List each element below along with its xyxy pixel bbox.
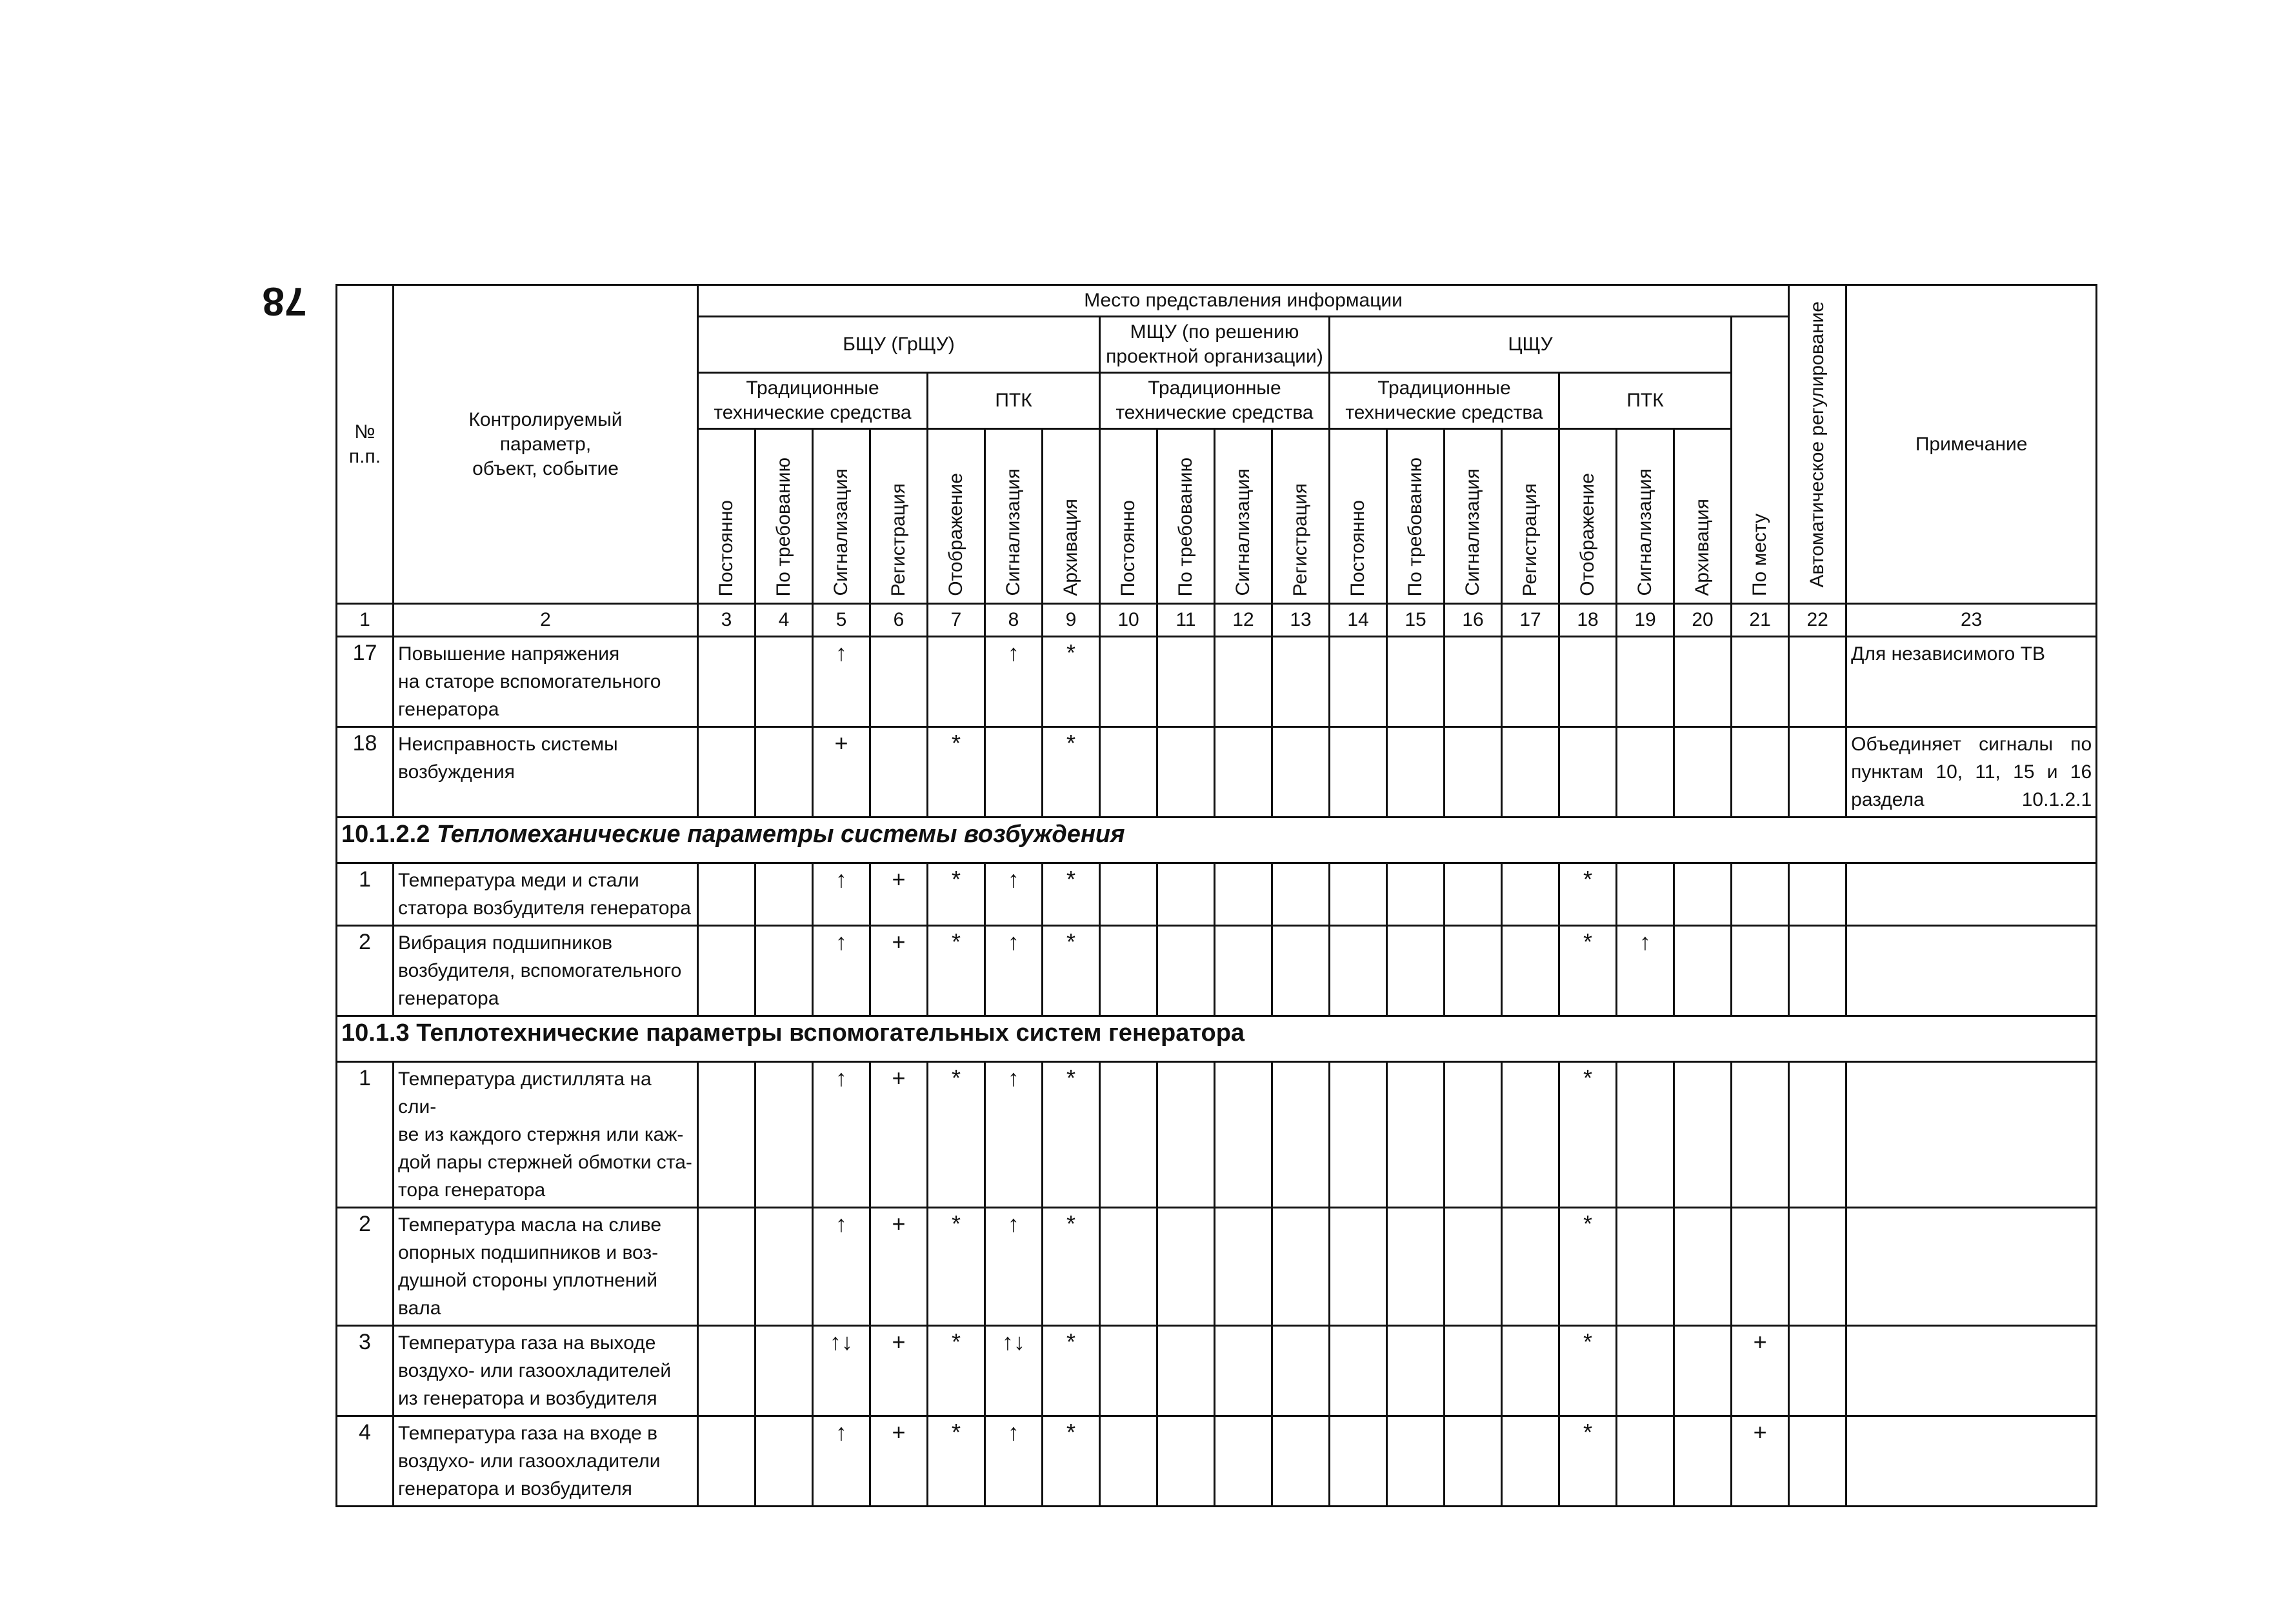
subheader-label: Регистрация: [1519, 483, 1541, 596]
row-mark: [1502, 1326, 1559, 1416]
row-mark: [1100, 1062, 1157, 1208]
row-mark: [698, 1208, 755, 1326]
row-mark: [698, 1416, 755, 1507]
row-mark: [1387, 863, 1445, 926]
column-number: 3: [698, 604, 755, 637]
row-mark: *: [928, 727, 985, 817]
column-number: 7: [928, 604, 985, 637]
row-mark: [1789, 926, 1846, 1016]
row-mark: [1789, 1062, 1846, 1208]
row-mark: [1617, 1326, 1674, 1416]
column-number: 6: [870, 604, 928, 637]
header-auto: [1789, 285, 1846, 604]
row-mark: *: [928, 1062, 985, 1208]
section-row: [337, 817, 2097, 863]
subheader-label: По требованию: [1405, 457, 1426, 596]
row-mark: [1215, 926, 1272, 1016]
section-number: 10.1.2.2: [341, 821, 430, 848]
header-mshu-trad: Традиционные технические средства: [1100, 373, 1330, 429]
row-mark: [1789, 637, 1846, 727]
subheader-mshu-trad-1: [1100, 429, 1157, 604]
row-mark: *: [1559, 1208, 1617, 1326]
row-mark: [1100, 863, 1157, 926]
subheader-label: Архивация: [1060, 499, 1081, 596]
row-mark: *: [1043, 1062, 1100, 1208]
column-number: 23: [1846, 604, 2097, 637]
subheader-cshu-ptk-1: [1559, 429, 1617, 604]
subheader-mshu-trad-3: [1215, 429, 1272, 604]
row-mark: *: [1043, 863, 1100, 926]
row-mark: [1215, 1062, 1272, 1208]
header-cshu-trad: Традиционные технические средства: [1330, 373, 1559, 429]
subheader-label: Постоянно: [715, 499, 737, 596]
column-number: 13: [1272, 604, 1330, 637]
row-mark: [1157, 1416, 1215, 1507]
subheader-mshu-trad-2: [1157, 429, 1215, 604]
subheader-label: Постоянно: [1117, 499, 1139, 596]
row-mark: [870, 637, 928, 727]
row-parameter: Температура газа на входе в воздухо- или газоохладители генератора и возбудителя: [394, 1416, 698, 1507]
row-mark: [1502, 1416, 1559, 1507]
row-mark: [1674, 926, 1732, 1016]
row-number: 18: [337, 727, 394, 817]
row-note: [1846, 863, 2097, 926]
column-number: 15: [1387, 604, 1445, 637]
row-mark: [1272, 1062, 1330, 1208]
row-mark: [1789, 1208, 1846, 1326]
subheader-bshu-ptk-3: [1043, 429, 1100, 604]
row-mark: [1100, 1326, 1157, 1416]
subheader-label: Сигнализация: [1003, 468, 1024, 596]
subheader-label: Регистрация: [1290, 483, 1311, 596]
row-mark: [1215, 1326, 1272, 1416]
column-number: 12: [1215, 604, 1272, 637]
row-mark: ↑: [1617, 926, 1674, 1016]
row-mark: [1157, 1326, 1215, 1416]
row-mark: [1387, 1326, 1445, 1416]
row-mark: [698, 863, 755, 926]
row-mark: ↑↓: [813, 1326, 870, 1416]
row-mark: ↑: [985, 1062, 1043, 1208]
subheader-label: Сигнализация: [830, 468, 852, 596]
row-mark: [870, 727, 928, 817]
row-mark: +: [1732, 1416, 1789, 1507]
row-mark: [1387, 727, 1445, 817]
subheader-label: Сигнализация: [1462, 468, 1483, 596]
row-mark: [1732, 926, 1789, 1016]
row-mark: [1445, 1416, 1502, 1507]
header-note: Примечание: [1846, 285, 2097, 604]
subheader-label: По требованию: [1175, 457, 1196, 596]
row-note: [1846, 926, 2097, 1016]
row-mark: [1330, 1208, 1387, 1326]
row-mark: [1157, 863, 1215, 926]
row-mark: *: [928, 926, 985, 1016]
row-mark: [1502, 727, 1559, 817]
header-bshu: БЩУ (ГрЩУ): [698, 317, 1100, 373]
row-mark: [1502, 926, 1559, 1016]
row-mark: [1272, 863, 1330, 926]
row-note: [1846, 1062, 2097, 1208]
row-mark: +: [1732, 1326, 1789, 1416]
row-note: [1846, 1326, 2097, 1416]
row-mark: [1387, 1416, 1445, 1507]
row-mark: ↑: [813, 926, 870, 1016]
subheader-cshu-trad-2: [1387, 429, 1445, 604]
row-mark: [1445, 637, 1502, 727]
row-mark: [1789, 1416, 1846, 1507]
row-mark: [1674, 727, 1732, 817]
column-number: 21: [1732, 604, 1789, 637]
subheader-cshu-ptk-3: [1674, 429, 1732, 604]
row-mark: [1732, 727, 1789, 817]
row-number: 1: [337, 863, 394, 926]
subheader-label: Постоянно: [1347, 499, 1368, 596]
row-mark: ↑: [985, 637, 1043, 727]
row-mark: ↑↓: [985, 1326, 1043, 1416]
row-mark: [755, 1062, 813, 1208]
table-row: [337, 863, 2097, 926]
column-number: 19: [1617, 604, 1674, 637]
row-mark: [1100, 637, 1157, 727]
subheader-cshu-trad-4: [1502, 429, 1559, 604]
row-mark: [1445, 1062, 1502, 1208]
row-mark: *: [1043, 1326, 1100, 1416]
row-mark: [1732, 637, 1789, 727]
row-number: 3: [337, 1326, 394, 1416]
row-mark: [985, 727, 1043, 817]
row-mark: [1272, 1416, 1330, 1507]
row-mark: [1157, 727, 1215, 817]
row-mark: [755, 727, 813, 817]
row-note: [1846, 1208, 2097, 1326]
subheader-label: Архивация: [1692, 499, 1713, 596]
row-mark: ↑: [813, 863, 870, 926]
section-heading: [337, 1016, 2097, 1062]
subheader-bshu-trad-4: [870, 429, 928, 604]
subheader-bshu-trad-2: [755, 429, 813, 604]
header-auto-label: Автоматическое регулирование: [1806, 301, 1828, 588]
row-mark: [1157, 1062, 1215, 1208]
row-mark: [1502, 637, 1559, 727]
section-heading: [337, 817, 2097, 863]
row-mark: [1732, 1062, 1789, 1208]
row-number: 2: [337, 926, 394, 1016]
row-note: [1846, 1416, 2097, 1507]
header-place: Место представления информации: [698, 285, 1789, 317]
row-mark: [698, 926, 755, 1016]
row-mark: [1789, 727, 1846, 817]
row-mark: [755, 1326, 813, 1416]
row-mark: [1674, 1326, 1732, 1416]
row-number: 2: [337, 1208, 394, 1326]
row-mark: *: [1043, 727, 1100, 817]
row-mark: [1330, 926, 1387, 1016]
row-mark: ↑: [813, 1416, 870, 1507]
row-mark: *: [1559, 863, 1617, 926]
row-mark: [1272, 727, 1330, 817]
subheader-cshu-trad-1: [1330, 429, 1387, 604]
row-mark: *: [928, 863, 985, 926]
header-mshu: МЩУ (по решению проектной организации): [1100, 317, 1330, 373]
column-number: 9: [1043, 604, 1100, 637]
row-mark: [755, 637, 813, 727]
row-mark: [1559, 727, 1617, 817]
subheader-cshu-ptk-2: [1617, 429, 1674, 604]
row-mark: [1445, 1326, 1502, 1416]
row-mark: [1100, 1208, 1157, 1326]
column-number: 22: [1789, 604, 1846, 637]
row-mark: [1502, 863, 1559, 926]
header-bshu-trad: Традиционные технические средства: [698, 373, 928, 429]
row-mark: [1215, 637, 1272, 727]
row-mark: +: [870, 1208, 928, 1326]
row-mark: *: [1043, 1416, 1100, 1507]
header-cshu: ЦЩУ: [1330, 317, 1732, 373]
row-mark: [1502, 1062, 1559, 1208]
row-parameter: Температура газа на выходе воздухо- или газоохладителей из генератора и возбудителя: [394, 1326, 698, 1416]
row-mark: [1674, 863, 1732, 926]
subheader-bshu-ptk-1: [928, 429, 985, 604]
row-mark: [1330, 1416, 1387, 1507]
row-mark: [1617, 1062, 1674, 1208]
row-mark: [1272, 1208, 1330, 1326]
row-mark: [1732, 863, 1789, 926]
row-mark: +: [870, 926, 928, 1016]
subheader-label: Отображение: [945, 473, 966, 596]
row-mark: [1789, 863, 1846, 926]
row-mark: [1272, 637, 1330, 727]
table-row: [337, 1416, 2097, 1507]
row-mark: [1272, 1326, 1330, 1416]
row-mark: [1445, 727, 1502, 817]
subheader-label: Сигнализация: [1232, 468, 1254, 596]
row-mark: ↑: [985, 1416, 1043, 1507]
row-mark: [1100, 926, 1157, 1016]
column-number: 5: [813, 604, 870, 637]
row-mark: [1674, 637, 1732, 727]
row-number: 17: [337, 637, 394, 727]
row-mark: *: [1043, 1208, 1100, 1326]
row-mark: [1100, 1416, 1157, 1507]
row-mark: [1215, 1208, 1272, 1326]
row-mark: [1330, 1326, 1387, 1416]
row-mark: [1617, 1416, 1674, 1507]
column-number: 20: [1674, 604, 1732, 637]
row-mark: [1674, 1062, 1732, 1208]
row-mark: [1387, 1062, 1445, 1208]
column-number: 11: [1157, 604, 1215, 637]
column-number: 16: [1445, 604, 1502, 637]
row-mark: [1617, 637, 1674, 727]
header-cshu-ptk: ПТК: [1559, 373, 1732, 429]
row-mark: ↑: [985, 1208, 1043, 1326]
row-parameter: Повышение напряжения на статоре вспомогательного генератора: [394, 637, 698, 727]
row-mark: [1215, 1416, 1272, 1507]
row-mark: [1502, 1208, 1559, 1326]
column-number: 17: [1502, 604, 1559, 637]
subheader-label: Регистрация: [888, 483, 909, 596]
table-row: [337, 926, 2097, 1016]
row-mark: [1272, 926, 1330, 1016]
row-mark: [1157, 1208, 1215, 1326]
row-parameter: Температура меди и стали статора возбудителя генератора: [394, 863, 698, 926]
row-mark: ↑: [813, 637, 870, 727]
row-mark: [1330, 727, 1387, 817]
row-mark: ↑: [985, 863, 1043, 926]
row-mark: [1330, 637, 1387, 727]
row-mark: *: [1559, 1062, 1617, 1208]
row-mark: [928, 637, 985, 727]
header-local: [1732, 317, 1789, 604]
row-mark: *: [1043, 637, 1100, 727]
column-number: 10: [1100, 604, 1157, 637]
row-mark: *: [1559, 1416, 1617, 1507]
subheader-bshu-ptk-2: [985, 429, 1043, 604]
row-mark: [698, 1326, 755, 1416]
row-mark: [1330, 863, 1387, 926]
row-mark: [1732, 1208, 1789, 1326]
row-mark: [1674, 1416, 1732, 1507]
table-row: [337, 1062, 2097, 1208]
row-note: Объединяет сигналы по пунктам 10, 11, 15 и 16 раздела 10.1.2.1: [1846, 727, 2097, 817]
row-mark: [1617, 727, 1674, 817]
column-number: 1: [337, 604, 394, 637]
column-number: 8: [985, 604, 1043, 637]
row-mark: +: [870, 1062, 928, 1208]
row-mark: [755, 926, 813, 1016]
subheader-bshu-trad-1: [698, 429, 755, 604]
column-number: 2: [394, 604, 698, 637]
section-title: Тепломеханические параметры системы возбуждения: [436, 821, 1125, 848]
row-mark: [1330, 1062, 1387, 1208]
row-mark: [1387, 1208, 1445, 1326]
row-number: 1: [337, 1062, 394, 1208]
row-mark: +: [870, 1416, 928, 1507]
row-note: Для независимого ТВ: [1846, 637, 2097, 727]
row-mark: [1387, 926, 1445, 1016]
row-mark: [1617, 1208, 1674, 1326]
row-mark: [1789, 1326, 1846, 1416]
row-parameter: Температура дистиллята на сли- ве из каждого стержня или каж- дой пары стержней обмотки ста- тора генератора: [394, 1062, 698, 1208]
row-mark: +: [870, 1326, 928, 1416]
header-bshu-ptk: ПТК: [928, 373, 1100, 429]
row-mark: +: [813, 727, 870, 817]
row-mark: ↑: [813, 1208, 870, 1326]
section-title: 10.1.3 Теплотехнические параметры вспомогательных систем генератора: [341, 1019, 1245, 1047]
row-mark: *: [928, 1326, 985, 1416]
row-mark: *: [928, 1416, 985, 1507]
row-mark: [1100, 727, 1157, 817]
subheader-cshu-trad-3: [1445, 429, 1502, 604]
row-mark: [1559, 637, 1617, 727]
row-parameter: Температура масла на сливе опорных подшипников и воз- душной стороны уплотнений вала: [394, 1208, 698, 1326]
row-mark: [1674, 1208, 1732, 1326]
header-param: Контролируемый параметр, объект, событие: [394, 285, 698, 604]
row-mark: *: [928, 1208, 985, 1326]
row-mark: [698, 637, 755, 727]
row-mark: [755, 863, 813, 926]
header-no: № п.п.: [337, 285, 394, 604]
row-mark: *: [1559, 926, 1617, 1016]
row-mark: [698, 1062, 755, 1208]
table-row: [337, 727, 2097, 817]
table-row: [337, 1208, 2097, 1326]
subheader-label: По требованию: [773, 457, 794, 596]
row-mark: *: [1043, 926, 1100, 1016]
section-row: [337, 1016, 2097, 1062]
table-row: [337, 637, 2097, 727]
row-parameter: Вибрация подшипников возбудителя, вспомогательного генератора: [394, 926, 698, 1016]
row-mark: *: [1559, 1326, 1617, 1416]
row-parameter: Неисправность системы возбуждения: [394, 727, 698, 817]
subheader-label: Отображение: [1577, 473, 1598, 596]
header-local-label: По месту: [1749, 514, 1771, 596]
parameters-table: [335, 284, 2097, 1507]
row-mark: [1157, 637, 1215, 727]
row-mark: [698, 727, 755, 817]
row-mark: ↑: [813, 1062, 870, 1208]
row-mark: [1387, 637, 1445, 727]
subheader-bshu-trad-3: [813, 429, 870, 604]
row-mark: [755, 1416, 813, 1507]
row-mark: [1445, 926, 1502, 1016]
row-mark: [1215, 863, 1272, 926]
row-mark: [1445, 1208, 1502, 1326]
row-number: 4: [337, 1416, 394, 1507]
row-mark: [1445, 863, 1502, 926]
column-number: 4: [755, 604, 813, 637]
row-mark: [1617, 863, 1674, 926]
column-number: 18: [1559, 604, 1617, 637]
page-number: 78: [262, 279, 307, 323]
row-mark: +: [870, 863, 928, 926]
subheader-mshu-trad-4: [1272, 429, 1330, 604]
row-mark: [755, 1208, 813, 1326]
row-mark: [1215, 727, 1272, 817]
row-mark: ↑: [985, 926, 1043, 1016]
subheader-label: Сигнализация: [1634, 468, 1655, 596]
row-mark: [1157, 926, 1215, 1016]
column-number: 14: [1330, 604, 1387, 637]
table-row: [337, 1326, 2097, 1416]
